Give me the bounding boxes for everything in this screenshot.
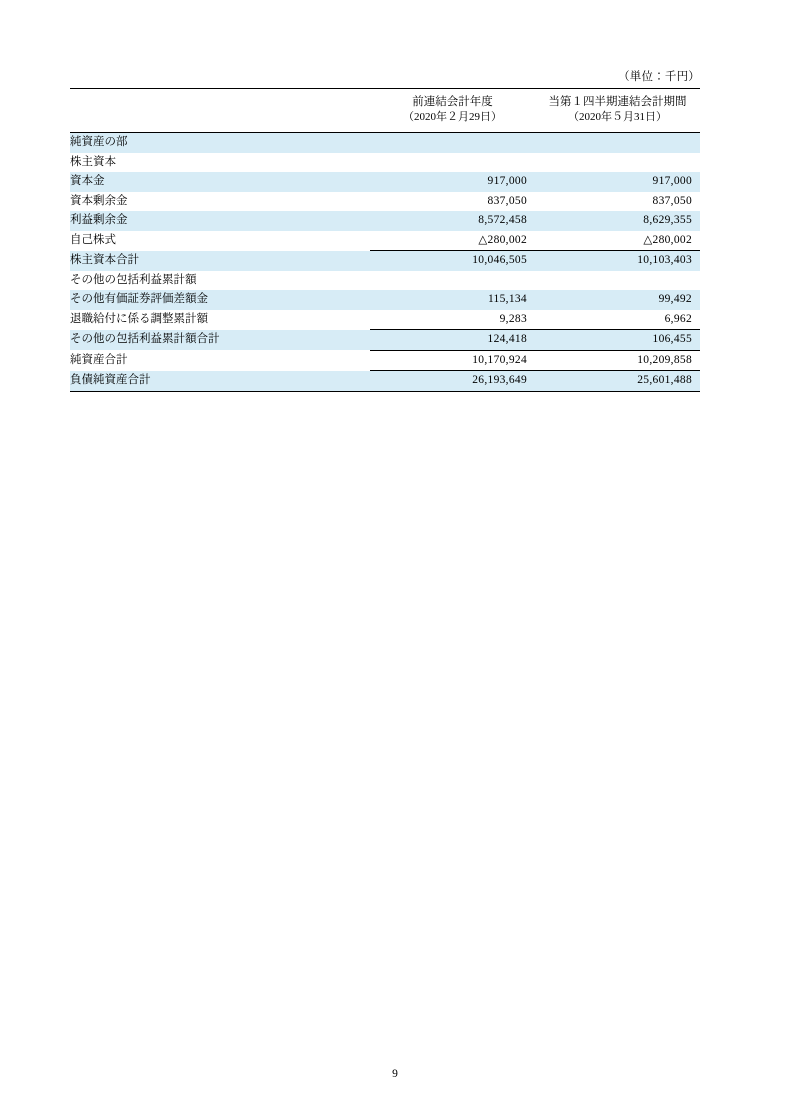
row-value-current: △280,002 bbox=[535, 231, 700, 251]
table-row-total bbox=[70, 350, 700, 371]
row-value-prior: △280,002 bbox=[370, 231, 535, 251]
row-label: その他の包括利益累計額合計 bbox=[70, 330, 370, 351]
table-row bbox=[70, 231, 700, 251]
row-value-prior: 837,050 bbox=[370, 192, 535, 212]
table-row bbox=[70, 153, 700, 173]
row-value-current: 837,050 bbox=[535, 192, 700, 212]
row-label: その他有価証券評価差額金 bbox=[70, 290, 370, 310]
table-row-total bbox=[70, 251, 700, 271]
row-value-current: 10,103,403 bbox=[535, 251, 700, 271]
row-label: 利益剰余金 bbox=[70, 211, 370, 231]
row-value-current: 99,492 bbox=[535, 290, 700, 310]
row-label: 純資産の部 bbox=[70, 133, 370, 153]
row-value-prior: 8,572,458 bbox=[370, 211, 535, 231]
row-label: 負債純資産合計 bbox=[70, 371, 370, 392]
row-value-current: 6,962 bbox=[535, 310, 700, 330]
row-label: 株主資本 bbox=[70, 153, 370, 173]
row-value-current bbox=[535, 153, 700, 173]
header-prior-period-title: 前連結会計年度 bbox=[412, 95, 493, 108]
row-value-prior: 115,134 bbox=[370, 290, 535, 310]
row-value-prior: 917,000 bbox=[370, 172, 535, 192]
table-row-grand-total bbox=[70, 371, 700, 392]
row-value-current bbox=[535, 133, 700, 153]
row-value-current: 8,629,355 bbox=[535, 211, 700, 231]
table-body bbox=[70, 133, 700, 392]
row-value-prior bbox=[370, 271, 535, 291]
unit-note: （単位：千円） bbox=[618, 71, 700, 83]
header-current-period bbox=[535, 89, 700, 133]
row-label: 資本剰余金 bbox=[70, 192, 370, 212]
row-value-prior: 10,046,505 bbox=[370, 251, 535, 271]
table-row bbox=[70, 290, 700, 310]
row-label: 資本金 bbox=[70, 172, 370, 192]
row-label: その他の包括利益累計額 bbox=[70, 271, 370, 291]
header-current-period-date: （2020年５月31日） bbox=[568, 111, 667, 124]
header-prior-period bbox=[370, 89, 535, 133]
row-value-prior: 26,193,649 bbox=[370, 371, 535, 392]
balance-sheet-table bbox=[70, 88, 700, 392]
row-label: 自己株式 bbox=[70, 231, 370, 251]
row-value-prior: 10,170,924 bbox=[370, 350, 535, 371]
header-prior-period-date: （2020年２月29日） bbox=[403, 111, 502, 124]
row-value-current: 10,209,858 bbox=[535, 350, 700, 371]
table-row bbox=[70, 133, 700, 153]
table-header-row bbox=[70, 89, 700, 133]
table-row bbox=[70, 310, 700, 330]
row-label: 退職給付に係る調整累計額 bbox=[70, 310, 370, 330]
row-value-current bbox=[535, 271, 700, 291]
table-row-total bbox=[70, 330, 700, 351]
row-value-prior bbox=[370, 153, 535, 173]
row-value-current: 917,000 bbox=[535, 172, 700, 192]
row-label: 純資産合計 bbox=[70, 350, 370, 371]
page-number: 9 bbox=[392, 1068, 398, 1080]
row-value-prior bbox=[370, 133, 535, 153]
row-value-prior: 9,283 bbox=[370, 310, 535, 330]
table-row bbox=[70, 271, 700, 291]
table-row bbox=[70, 192, 700, 212]
row-label: 株主資本合計 bbox=[70, 251, 370, 271]
header-label-column bbox=[70, 89, 370, 133]
row-value-current: 25,601,488 bbox=[535, 371, 700, 392]
header-current-period-title: 当第１四半期連結会計期間 bbox=[548, 95, 687, 108]
row-value-prior: 124,418 bbox=[370, 330, 535, 351]
table-row bbox=[70, 172, 700, 192]
table-row bbox=[70, 211, 700, 231]
row-value-current: 106,455 bbox=[535, 330, 700, 351]
